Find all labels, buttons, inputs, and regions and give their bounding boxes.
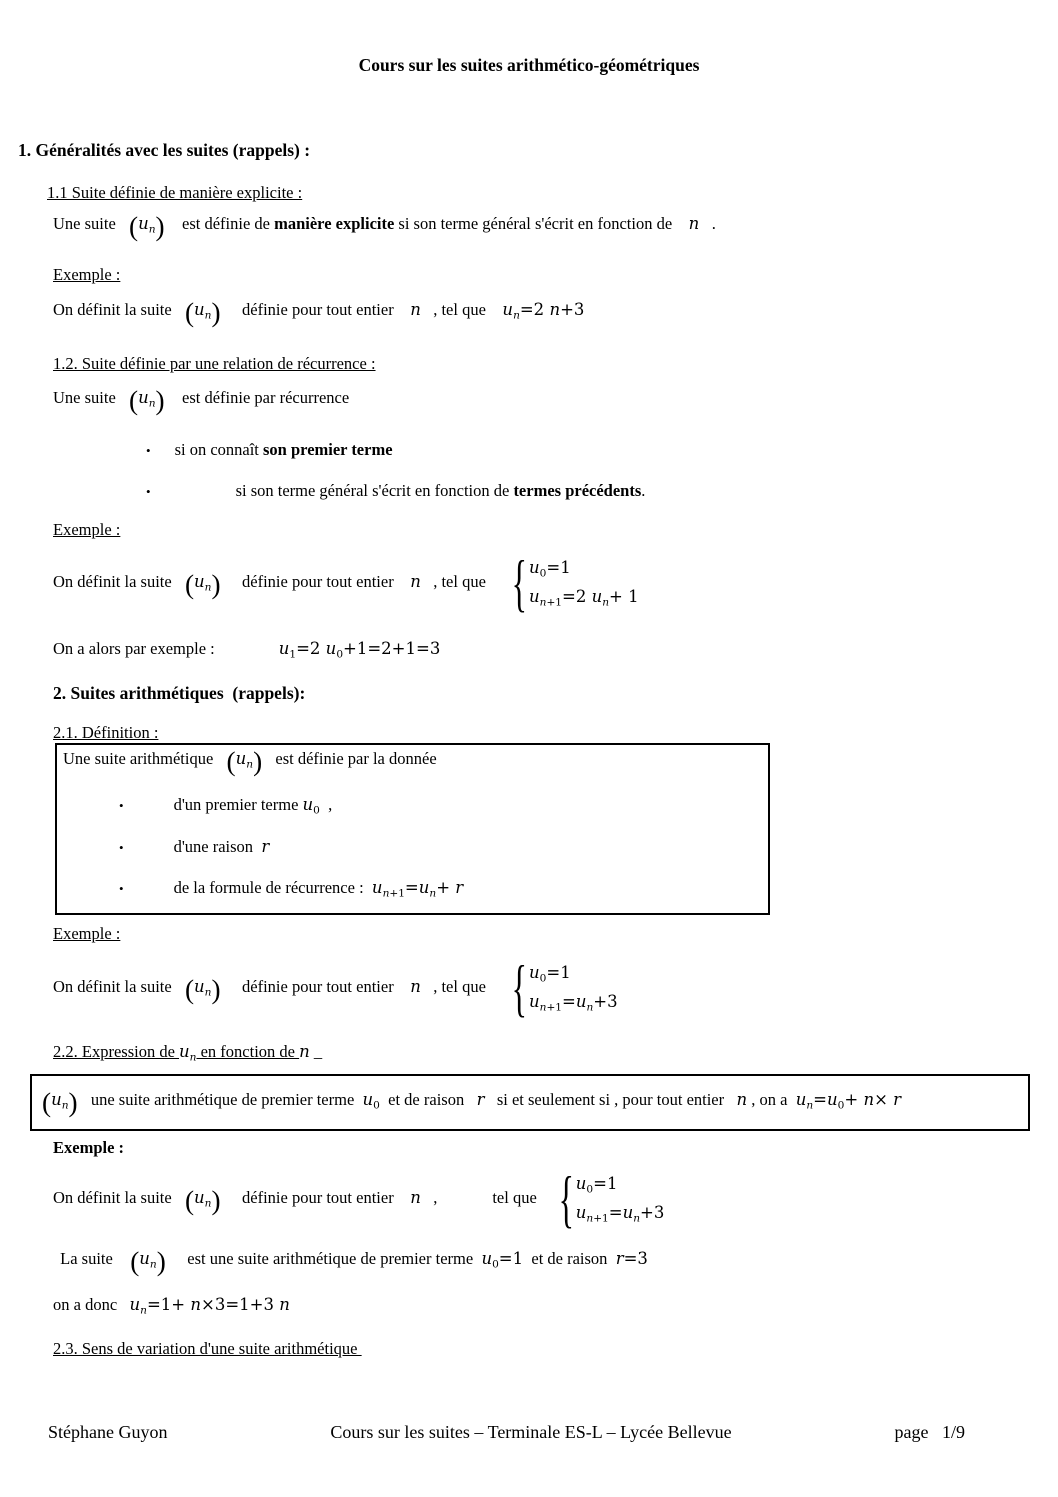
footer-course-title: Cours sur les suites – Terminale ES-L – Lycée Bellevue [330, 1422, 732, 1442]
paragraph-calcul-u1: On a alors par exemple : $u_1=2$ $u_0+1=2+1=3$ [53, 639, 441, 661]
propriete-box-text: $(u_n)$ une suite arithmétique de premier terme $u_0$ et de raison r si et seulement si , pour tout entier n , on a $u_n=u_0+ n\times r$ [42, 1087, 902, 1118]
section-1-heading: 1. Généralités avec les suites (rappels) : [18, 140, 311, 160]
paragraph-on-a-donc: on a donc $u_n=1+ n\times 3=1+3$ n [53, 1295, 290, 1317]
propriete-box [30, 1074, 1030, 1131]
definition-bullet-raison: • d'une raison r [63, 835, 762, 860]
footer-author: Stéphane Guyon [48, 1422, 168, 1442]
paragraph-suite-recurrence: Une suite $(u_n)$ est définie par récurrence [53, 385, 350, 416]
paragraph-exemple-explicite: On définit la suite $(u_n)$ définie pour tout entier n , tel que $u_n=2$ n+3 [53, 297, 585, 328]
definition-bullet-formule: • de la formule de récurrence : $u_{n+1}=u_n+ r$ [63, 876, 762, 901]
exemple-label-3: Exemple : [53, 924, 121, 943]
definition-box-intro: Une suite arithmétique $(u_n)$ est définie par la donnée [63, 746, 437, 777]
section-1-1-heading: 1.1 Suite définie de manière explicite : [47, 183, 303, 202]
section-1-2-heading: 1.2. Suite définie par une relation de récurrence : [53, 354, 376, 373]
doc-title: Cours sur les suites arithmético-géométriques [358, 55, 700, 75]
paragraph-exemple-expression: On définit la suite $(u_n)$ définie pour tout entier n , tel que { $u_0=1$ $u_{n+1}=u_n+3$ [53, 1163, 665, 1234]
definition-bullet-premier-terme: • d'un premier terme $u_0$ , [63, 793, 762, 818]
exemple-label-4: Exemple : [53, 1138, 125, 1157]
exemple-label-1: Exemple : [53, 265, 121, 284]
page-footer [48, 1422, 965, 1443]
section-2-heading: 2. Suites arithmétiques (rappels): [53, 683, 306, 703]
section-2-1-heading: 2.1. Définition : [53, 723, 159, 742]
exemple-label-2: Exemple : [53, 520, 121, 539]
definition-box [55, 743, 770, 915]
bullet-premier-terme: • si on connaît son premier terme [146, 438, 1028, 463]
paragraph-exemple-recurrence: On définit la suite $(u_n)$ définie pour tout entier n , tel que { $u_0=1$ $u_{n+1}=2$ $u_n+ 1$ [53, 547, 639, 618]
footer-page-label: page [894, 1422, 929, 1442]
section-2-3-heading: 2.3. Sens de variation d'une suite arithmétique [53, 1339, 362, 1358]
bullet-termes-precedents: • si son terme général s'écrit en fonction de termes précédents. [146, 479, 1028, 504]
paragraph-la-suite-conclusion: La suite $(u_n)$ est une suite arithmétique de premier terme $u_0=1$ et de raison r=3 [56, 1246, 648, 1277]
paragraph-exemple-arithmetique: On définit la suite $(u_n)$ définie pour tout entier n , tel que { $u_0=1$ $u_{n+1}=u_n+3$ [53, 952, 618, 1023]
paragraph-suite-explicite: Une suite $(u_n)$ est définie de manière explicite si son terme général s'écrit en fonction de n . [53, 211, 716, 242]
section-2-2-heading: 2.2. Expression de $u_n$ en fonction de n _ [53, 1042, 323, 1064]
footer-page-number: 1/9 [941, 1422, 965, 1442]
footer-page-info [894, 1422, 965, 1443]
